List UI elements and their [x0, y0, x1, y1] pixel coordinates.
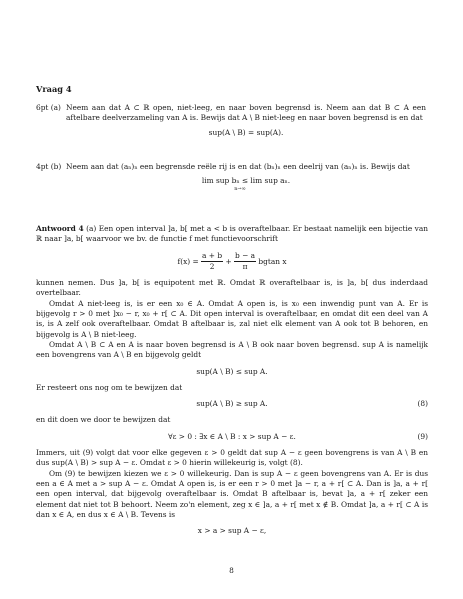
question-part-a — [36, 103, 426, 142]
part-a-marker: 6pt (a) — [36, 103, 61, 112]
answer-paragraph-7: Immers, uit (9) volgt dat voor elke gegeven ε > 0 geldt dat sup A − ε geen bovengrens is van A \ B en dus sup(A \ B) > sup A − ε. Omdat ε > 0 hierin willekeurig is, volgt (8). — [36, 448, 428, 468]
equation-8-text: sup(A \ B) ≥ sup A. — [196, 399, 268, 409]
formula-tail: bgtan x — [258, 256, 287, 266]
equation-sup-le — [36, 367, 428, 377]
formula-lhs: f(x) = — [177, 256, 199, 266]
part-a-text: Neem aan dat A ⊂ ℝ open, niet-leeg, en naar boven begrensd is. Neem aan dat B ⊂ A een aftelbare deelverzameling van A is. Bewijs dat A \ B niet-leeg en naar boven begrensd is en dat — [66, 103, 426, 123]
equation-final-text: x > a > sup A − ε, — [197, 526, 267, 536]
equation-8-number: (8) — [417, 399, 428, 409]
answer-paragraph-1 — [36, 224, 428, 245]
formula-plus: + — [225, 256, 232, 266]
answer-paragraph-4: Omdat A \ B ⊂ A en A is naar boven begrensd is A \ B ook naar boven begrensd. sup A is namelijk een bovengrens van A \ B en bijgevolg geldt — [36, 339, 428, 360]
part-b-formula — [66, 176, 426, 191]
answer-paragraph-5: Er resteert ons nog om te bewijzen dat — [36, 382, 183, 392]
answer-section — [36, 224, 428, 542]
answer-p1-text: (a) Een open interval ]a, b[ met a < b is overaftelbaar. Er bestaat namelijk een bijectie van ℝ naar ]a, b[ waarvoor we bv. de functie f met functievoorschrift — [36, 224, 429, 244]
part-b-text: Neem aan dat (aₙ)ₙ een begrensde reële rij is en dat (bₙ)ₙ een deelrij van (aₙ)ₙ is. Bewijs dat — [66, 162, 410, 171]
question-part-b — [36, 162, 426, 196]
function-formula — [36, 251, 428, 273]
fraction-1-numerator: a + b — [201, 251, 223, 262]
equation-8 — [36, 399, 428, 409]
part-b-formula-subscript: n→∞ — [234, 185, 246, 192]
equation-9-number: (9) — [417, 431, 428, 441]
equation-final — [36, 526, 428, 536]
answer-paragraph-2: kunnen nemen. Dus ]a, b[ is equipotent met ℝ. Omdat ℝ overaftelbaar is, is ]a, b[ dus inderdaad overtelbaar. — [36, 278, 428, 298]
equation-9-text: ∀ε > 0 : ∃x ∈ A \ B : x > sup A − ε. — [168, 431, 296, 441]
part-b-formula-text: lim sup bₙ ≤ lim sup aₙ. — [201, 176, 291, 186]
page-number: 8 — [229, 566, 234, 575]
fraction-2-denominator: π — [242, 261, 248, 271]
fraction-2-numerator: b − a — [234, 251, 256, 262]
equation-9 — [36, 432, 428, 442]
answer-paragraph-3: Omdat A niet-leeg is, is er een x₀ ∈ A. Omdat A open is, is x₀ een inwendig punt van A. Er is bijgevolg r > 0 met ]x₀ − r, x₀ + r[ ⊂ A. Dit open interval is overaftelbaar, en omdat dit een deel van A is, is A zelf ook overaftelbaar. Omdat B aftelbaar is, zal niet elk element van A ook tot B behoren, en bijgevolg is A \ B niet-leeg. — [36, 298, 428, 339]
part-a-formula: sup(A \ B) = sup(A). — [208, 127, 284, 137]
answer-label: Antwoord 4 — [36, 224, 84, 233]
fraction-1-denominator: 2 — [209, 261, 215, 271]
formula-fraction-2 — [234, 251, 256, 273]
answer-paragraph-6: en dit doen we door te bewijzen dat — [36, 415, 171, 425]
part-b-marker: 4pt (b) — [36, 162, 62, 171]
equation-sup-le-text: sup(A \ B) ≤ sup A. — [196, 366, 268, 376]
question-heading: Vraag 4 — [36, 84, 72, 94]
answer-paragraph-8: Om (9) te bewijzen kiezen we ε > 0 willekeurig. Dan is sup A − ε geen bovengrens van A. Er is dus een a ∈ A met a > sup A − ε. Omdat A open is, is er een r > 0 met ]a − r, a + r[ ⊂ A. Dan is ]a, a + r[ een open interval, dat bijgevolg overaftelbaar is. Omdat B aftelbaar is, bevat ]a, a + r[ zeker een element dat niet tot B behoort. Neem zo'n element, zeg x ∈ ]a, a + r[ met x ∉ B. Omdat ]a, a + r[ ⊂ A is dan x ∈ A, en dus x ∈ A \ B. Tevens is — [36, 468, 428, 519]
formula-fraction-1 — [201, 251, 223, 273]
